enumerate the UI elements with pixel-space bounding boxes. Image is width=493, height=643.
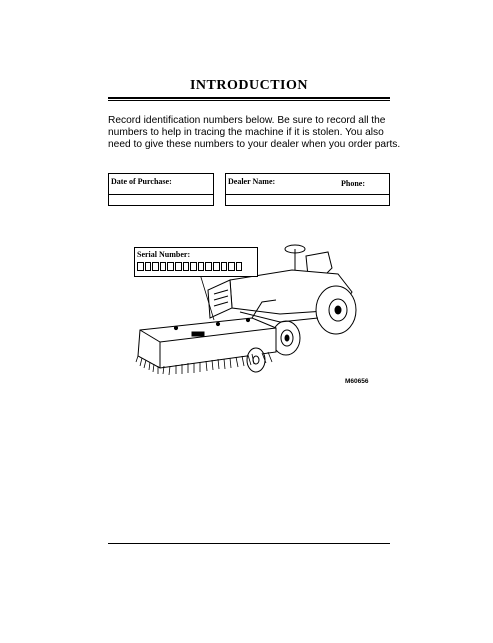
serial-cell (236, 262, 243, 271)
serial-cell (152, 262, 159, 271)
serial-cell (198, 262, 205, 271)
title-rule-secondary (108, 100, 390, 101)
date-of-purchase-field[interactable] (108, 173, 214, 206)
dealer-name-field[interactable] (225, 173, 390, 206)
serial-cell (167, 262, 174, 271)
serial-number-field[interactable] (134, 247, 258, 277)
figure-id: M60656 (345, 378, 369, 385)
serial-cell (160, 262, 167, 271)
serial-number-label: Serial Number: (137, 250, 191, 259)
serial-cell (183, 262, 190, 271)
serial-cell (228, 262, 235, 271)
serial-cell (213, 262, 220, 271)
serial-number-cells (137, 262, 242, 271)
field-divider (226, 194, 389, 195)
intro-line: numbers to help in tracing the machine if it is stolen. You also (108, 127, 384, 138)
dealer-name-label: Dealer Name: (228, 177, 276, 186)
bottom-rule (108, 543, 390, 544)
intro-line: Record identification numbers below. Be sure to record all the (108, 115, 386, 126)
date-of-purchase-label: Date of Purchase: (111, 177, 172, 186)
phone-label: Phone: (341, 179, 365, 188)
field-divider (109, 194, 213, 195)
intro-paragraph (108, 115, 401, 151)
serial-cell (190, 262, 197, 271)
serial-cell (137, 262, 144, 271)
serial-cell (205, 262, 212, 271)
intro-line: need to give these numbers to your dealer when you order parts. (108, 139, 401, 150)
serial-cell (221, 262, 228, 271)
serial-cell (145, 262, 152, 271)
serial-cell (175, 262, 182, 271)
title-rule (108, 97, 390, 99)
page-title: INTRODUCTION (189, 78, 308, 93)
